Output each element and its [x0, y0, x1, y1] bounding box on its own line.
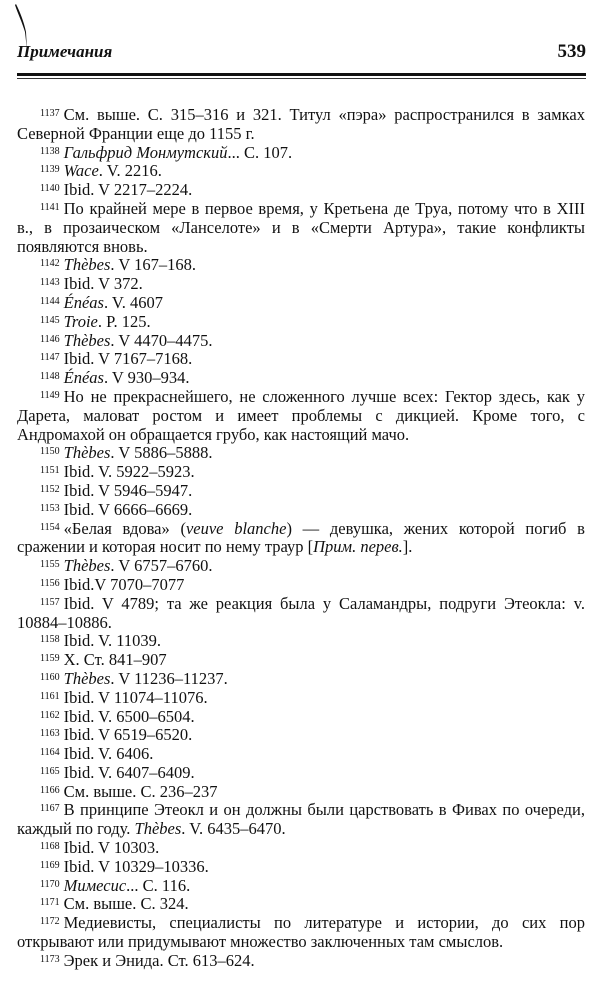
footnote-number: 1142 [40, 258, 60, 270]
footnote [17, 670, 585, 689]
footnote [17, 708, 585, 727]
footnote-text: ... С. 116. [126, 875, 191, 895]
footnote-number: 1171 [40, 897, 60, 909]
footnote-number: 1149 [40, 389, 60, 401]
header-rule [17, 73, 586, 76]
footnote-text: Но не прекраснейшего, не сложенного лучше всех: Гектор здесь, как у Дарета, маловат ростом и имеет проблемы с дикцией. Кроме того, с Андромахой он обращается грубо, как настоящий мачо. [17, 386, 585, 444]
footnote-text: См. выше. С. 236–237 [63, 781, 218, 801]
footnote-number: 1155 [40, 559, 60, 571]
footnote-number: 1138 [40, 145, 60, 157]
footnote-text: В принципе Этеокл и он должны были царствовать в Фивах по очереди, каждый по году. [17, 800, 585, 839]
footnote-number: 1163 [40, 728, 60, 740]
footnote-number: 1170 [40, 878, 60, 890]
footnotes-list [17, 106, 585, 971]
footnote-italic-text: Troie [63, 311, 98, 331]
footnote-italic-text: Thèbes [63, 443, 111, 463]
footnote-number: 1168 [40, 841, 60, 853]
footnote [17, 313, 585, 332]
footnote-number: 1139 [40, 164, 60, 176]
footnote [17, 350, 585, 369]
footnote [17, 745, 585, 764]
footnote-italic-text: Thèbes [63, 330, 111, 350]
footnote-italic-text: Thèbes [63, 556, 111, 576]
footnote [17, 369, 585, 388]
footnote [17, 256, 585, 275]
footnote-italic-text: Wace [63, 161, 99, 181]
footnote [17, 482, 585, 501]
section-title: Примечания [17, 42, 113, 61]
footnote [17, 651, 585, 670]
footnote-text: Ibid. V 372. [63, 274, 143, 294]
footnote [17, 463, 585, 482]
footnote-text: Ibid. V 10303. [63, 838, 160, 858]
footnote-text: Ibid. V. 11039. [63, 631, 161, 651]
footnote-number: 1169 [40, 859, 60, 871]
footnote-number: 1158 [40, 634, 60, 646]
footnote-text: . V. 2216. [98, 161, 162, 181]
footnote-text: Ibid.V 7070–7077 [63, 574, 185, 594]
footnote-text: ) — девушка, жених которой погиб в сражении и которая носит по нему траур [ [17, 518, 585, 557]
footnote [17, 726, 585, 745]
footnote-text: «Белая вдова» ( [63, 518, 186, 538]
footnote [17, 501, 585, 520]
footnote-number: 1166 [40, 784, 60, 796]
footnote-text: Ibid. V 4789; та же реакция была у Саламандры, подруги Этеокла: v. 10884–10886. [17, 593, 585, 632]
footnote-text: Ibid. V. 6406. [63, 744, 154, 764]
footnote-number: 1154 [40, 521, 60, 533]
footnote [17, 275, 585, 294]
footnote-number: 1152 [40, 483, 60, 495]
footnote [17, 839, 585, 858]
footnote [17, 332, 585, 351]
footnote-number: 1165 [40, 765, 60, 777]
footnote-text: Эрек и Энида. Ст. 613–624. [63, 950, 255, 970]
footnote-italic-text: Thèbes [63, 255, 111, 275]
footnote-text: Ibid. V 5946–5947. [63, 480, 193, 500]
footnote [17, 801, 585, 839]
footnote-number: 1153 [40, 502, 60, 514]
footnote [17, 877, 585, 896]
footnote-text: . V 930–934. [103, 368, 190, 388]
footnote [17, 595, 585, 633]
footnote-number: 1164 [40, 747, 60, 759]
footnote-text: . P. 125. [97, 311, 151, 331]
footnote-number: 1172 [40, 916, 60, 928]
footnote [17, 764, 585, 783]
footnote-text: Ibid. V 11074–11076. [63, 687, 208, 707]
footnote-text: . V 6757–6760. [110, 556, 213, 576]
footnote-number: 1137 [40, 108, 60, 119]
footnote [17, 388, 585, 444]
footnote-text: Ibid. V 7167–7168. [63, 349, 193, 369]
footnote-number: 1162 [40, 709, 60, 721]
footnote-text: ... С. 107. [227, 142, 293, 162]
footnote-text: . V 4470–4475. [110, 330, 213, 350]
footnote-number: 1156 [40, 577, 60, 589]
footnote-text: Ibid. V. 5922–5923. [63, 462, 195, 482]
footnote [17, 294, 585, 313]
footnote-number: 1173 [40, 953, 60, 965]
footnote-number: 1141 [40, 201, 60, 213]
footnote-number: 1140 [40, 183, 60, 195]
footnote-number: 1151 [40, 465, 60, 477]
footnote-text: Ibid. V 10329–10336. [63, 856, 209, 876]
footnote-text: Ibid. V. 6500–6504. [63, 706, 195, 726]
footnote-text: X. Ст. 841–907 [63, 650, 167, 670]
footnote-italic-text: Гальфрид Монмутский [63, 142, 228, 162]
footnote-number: 1167 [40, 803, 60, 815]
footnote-text: . V. 4607 [103, 292, 163, 312]
footnote [17, 895, 585, 914]
footnote [17, 689, 585, 708]
footnote-text: По крайней мере в первое время, у Кретьена де Труа, потому что в XIII в., в прозаическом «Ланселоте» и в «Смерти Артура», такие конфликты появляются вновь. [17, 198, 585, 256]
footnote-text: . V 11236–11237. [110, 668, 228, 688]
footnote [17, 783, 585, 802]
footnote-number: 1146 [40, 333, 60, 345]
footnote-number: 1161 [40, 690, 60, 702]
footnote [17, 952, 585, 971]
footnote [17, 106, 585, 144]
footnote-number: 1148 [40, 371, 60, 383]
footnote-italic-text: Thèbes [63, 668, 111, 688]
footnote-italic-text: Прим. перев. [313, 537, 403, 557]
running-header [17, 42, 586, 64]
footnote [17, 200, 585, 256]
footnote-number: 1147 [40, 352, 60, 364]
footnote-italic-text: Мимесис [63, 875, 127, 895]
footnote-number: 1160 [40, 671, 60, 683]
footnote [17, 444, 585, 463]
footnote-text: Медиевисты, специалисты по литературе и истории, до сих пор открывают или придумывают множество заключенных там смыслов. [17, 913, 585, 952]
page-number: 539 [557, 41, 586, 62]
footnote-number: 1150 [40, 446, 60, 458]
footnote-number: 1145 [40, 314, 60, 326]
footnote-text: См. выше. С. 324. [63, 894, 189, 914]
footnote-text: . V. 6435–6470. [181, 819, 286, 839]
footnote-text: . V 167–168. [110, 255, 196, 275]
footnote-italic-text: Énéas [63, 292, 104, 312]
footnote-text: ]. [402, 537, 413, 557]
footnote [17, 144, 585, 163]
footnote-text: Ibid. V 6519–6520. [63, 725, 193, 745]
footnote-text: Ibid. V 2217–2224. [63, 180, 193, 200]
footnote [17, 632, 585, 651]
footnote [17, 162, 585, 181]
footnote-text: Ibid. V. 6407–6409. [63, 762, 195, 782]
footnote-number: 1159 [40, 653, 60, 665]
footnote [17, 181, 585, 200]
footnote-text: Ibid. V 6666–6669. [63, 499, 193, 519]
footnote-italic-text: veuve blanche [185, 518, 287, 538]
footnote-text: См. выше. С. 315–316 и 321. Титул «пэра» распространился в замках Северной Франции еще до 1155 г. [17, 105, 585, 143]
footnote [17, 576, 585, 595]
footnote-italic-text: Énéas [63, 368, 104, 388]
footnote-italic-text: Thèbes [134, 819, 182, 839]
footnote [17, 520, 585, 558]
footnote-number: 1144 [40, 295, 60, 307]
footnote [17, 914, 585, 952]
header-rule-thin [17, 78, 586, 79]
footnote-text: . V 5886–5888. [110, 443, 213, 463]
footnote-number: 1157 [40, 596, 60, 608]
footnote-number: 1143 [40, 277, 60, 289]
footnote [17, 858, 585, 877]
footnote [17, 557, 585, 576]
